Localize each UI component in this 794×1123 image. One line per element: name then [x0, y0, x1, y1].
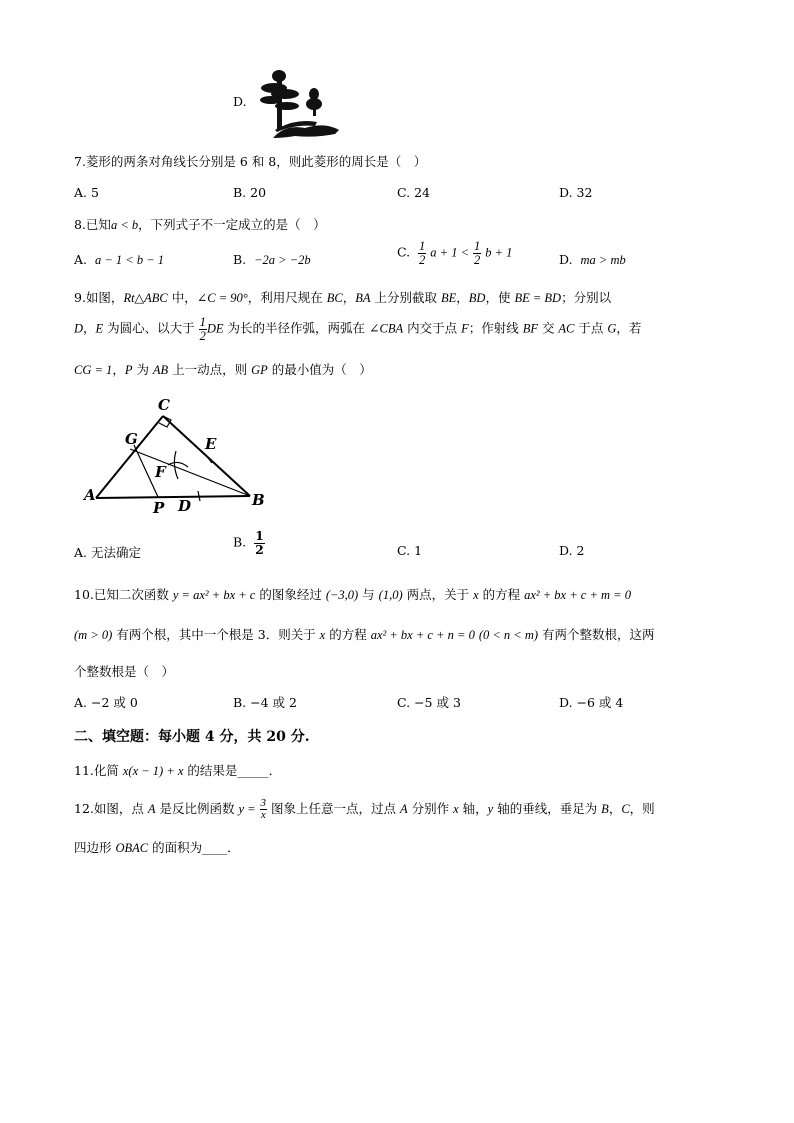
q11-stem: 11.化简 x(x − 1) + x 的结果是_____．	[74, 763, 282, 778]
q7-option-b: B. 20	[233, 185, 267, 200]
label-a: A	[84, 486, 96, 504]
q7-option-a: A. 5	[74, 185, 99, 200]
q10-option-a: A. −2 或 0	[74, 695, 138, 710]
q9-line-1: 9.如图，Rt△ABC 中，∠C = 90°，利用尺规在 BC，BA 上分别截取 BE，BD，使 BE = BD；分别以	[74, 290, 612, 305]
label-g: G	[125, 430, 138, 448]
q12-line-2: 四边形 OBAC 的面积为____．	[74, 840, 240, 855]
q8-option-d: D. ma > mb	[559, 252, 626, 267]
q9-option-c: C. 1	[397, 543, 423, 558]
label-d: D	[178, 497, 192, 515]
q9-option-d: D. 2	[559, 543, 585, 558]
q8-stem: 8.已知a < b，下列式子不一定成立的是（ ）	[74, 217, 326, 232]
q9-line-3: CG = 1，P 为 AB 上一动点，则 GP 的最小值为（ ）	[74, 362, 372, 377]
q10-option-b: B. −4 或 2	[233, 695, 297, 710]
label-p: P	[153, 499, 165, 517]
q9-line-2: D，E 为圆心、以大于 $\frac{1}{2}$ DE 为长的半径作弧，两弧在 ∠CBA 内交于点 F；作射线 BF 交 AC 于点 G，若	[74, 315, 642, 343]
q10-line-1: 10.已知二次函数 y = ax² + bx + c 的图象经过 (−3,0) 与 (1,0) 两点，关于 x 的方程 ax² + bx + c + m = 0	[74, 587, 631, 602]
label-b: B	[252, 491, 265, 509]
q8-option-a: A. a − 1 < b − 1	[74, 252, 165, 267]
q8-option-b: B. −2a > −2b	[233, 252, 311, 267]
ray-bg	[130, 449, 250, 496]
label-f: F	[155, 463, 166, 481]
q9-triangle-figure	[80, 393, 280, 518]
label-e: E	[205, 435, 217, 453]
q9-option-a: A. 无法确定	[74, 545, 141, 560]
silhouette-tree-image	[255, 66, 345, 146]
q9-option-b: B. $\frac{1}{2}$	[233, 528, 264, 557]
section-2-heading: 二、填空题：每小题 4 分，共 20 分.	[74, 729, 310, 745]
q7-option-c: C. 24	[397, 185, 430, 200]
segment-ab	[96, 496, 250, 498]
arc-1	[174, 451, 178, 479]
q10-option-c: C. −5 或 3	[397, 695, 461, 710]
q7-stem: 7.菱形的两条对角线长分别是 6 和 8，则此菱形的周长是（ ）	[74, 154, 427, 169]
q10-line-2: (m > 0) 有两个根，其中一个根是 3．则关于 x 的方程 ax² + bx + c + n = 0 (0 < n < m) 有两个整数根，这两	[74, 627, 655, 642]
q10-option-d: D. −6 或 4	[559, 695, 624, 710]
q7-option-d: D. 32	[559, 185, 593, 200]
label-c: C	[158, 396, 170, 414]
q12-line-1: 12.如图，点 A 是反比例函数 y = $\frac{3}{x}$ 图象上任意一点，过点 A 分别作 x 轴，y 轴的垂线，垂足为 B，C，则	[74, 797, 655, 821]
q8-option-c: C. $\frac{1}{2}$ a + 1 < $\frac{1}{2}$ b + 1	[397, 239, 513, 267]
q6-option-d-label: D.	[233, 94, 247, 109]
q10-line-3: 个整数根是（ ）	[74, 664, 175, 679]
